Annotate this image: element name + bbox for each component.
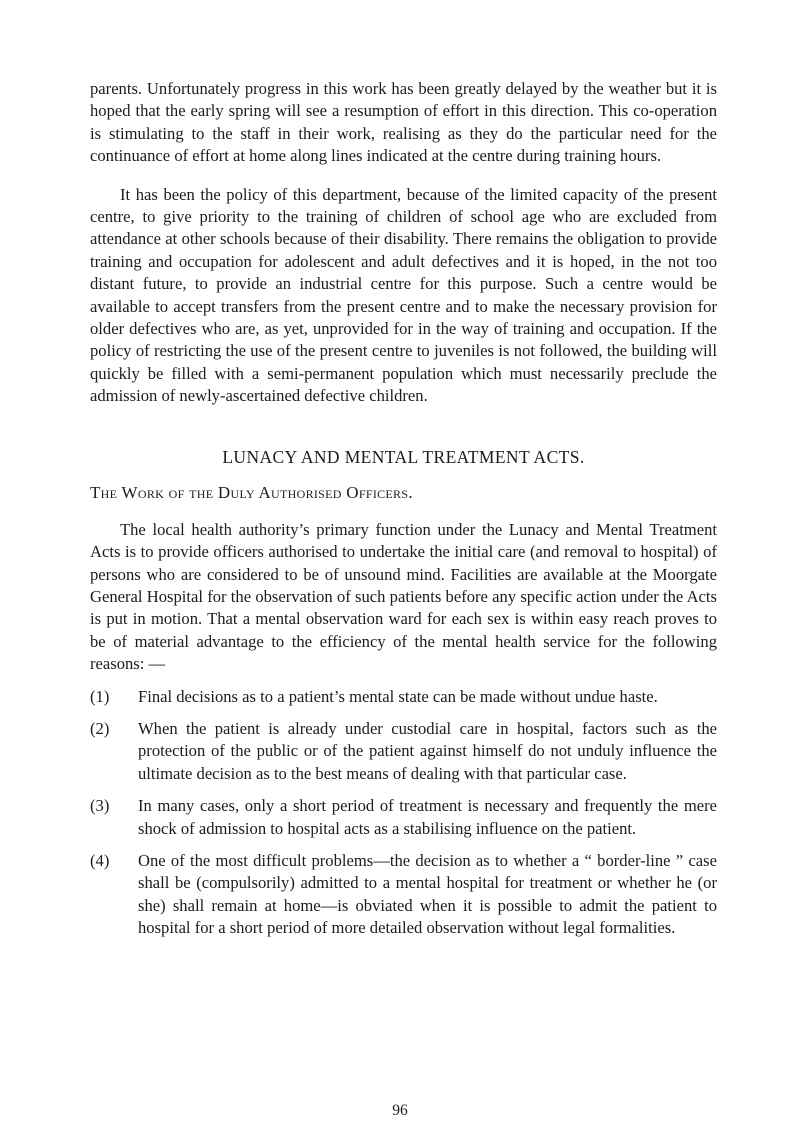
list-item-text: Final decisions as to a patient’s mental state can be made without undue haste.	[138, 686, 658, 706]
list-item	[90, 686, 717, 708]
list-item-text: When the patient is already under custodial care in hospital, factors such as the protection of the public or of the patient against himself do not unduly influence the ultimate decision as to the best means of dealing with that particular case.	[138, 718, 717, 783]
list-item-number: (4)	[90, 850, 110, 870]
paragraph-continuation: parents. Unfortunately progress in this work has been greatly delayed by the weather but it is hoped that the early spring will see a resumption of effort in this direction. This co-operation is stimulating to the staff in their work, realising as they do the particular need for the continuance of effort at home along lines indicated at the centre during training hours.	[90, 79, 717, 166]
list-item-number: (2)	[90, 718, 110, 738]
section-heading: LUNACY AND MENTAL TREATMENT ACTS.	[222, 446, 585, 467]
list-item-text: One of the most difficult problems—the decision as to whether a “ border-line ” case shall be (compulsorily) admitted to a mental hospital for treatment or whether he (or she) shall remain at home—is obviated when it is possible to admit the patient to hospital for a short period of more detailed observation without legal formalities.	[138, 850, 717, 938]
list-item	[90, 850, 717, 940]
list-item-text: In many cases, only a short period of treatment is necessary and frequently the mere shock of admission to hospital acts as a stabilising influence on the patient.	[138, 796, 717, 838]
paragraph-intro: The local health authority’s primary function under the Lunacy and Mental Treatment Acts is to provide officers authorised to undertake the initial care (and removal to hospital) of persons who are considered to be of unsound mind. Facilities are available at the Moorgate General Hospital for the observation of such patients before any specific action under the Acts is put in motion. That a mental observation ward for each sex is within easy reach proves to be of material advantage to the efficiency of the mental health service for the following reasons: —	[90, 519, 717, 674]
list-item-number: (1)	[90, 686, 110, 706]
section-subheading: The Work of the Duly Authorised Officers.	[90, 482, 413, 502]
page-number: 96	[392, 1102, 408, 1119]
list-item	[90, 718, 717, 785]
list-item-number: (3)	[90, 796, 110, 816]
list-item	[90, 795, 717, 840]
document-page	[90, 78, 717, 950]
paragraph-policy: It has been the policy of this department, because of the limited capacity of the present centre, to give priority to the training of children of school age who are excluded from attendance at other schools because of their disability. There remains the obligation to provide training and occupation for adolescent and adult defectives and it is hoped, in the not too distant future, to provide an industrial centre for this purpose. Such a centre would be available to accept transfers from the present centre and to make the necessary provision for older defectives who are, as yet, unprovided for in the way of training and occupation. If the policy of restricting the use of the present centre to juveniles is not followed, the building will quickly be filled with a semi-permanent population which must necessarily preclude the admission of newly-ascertained defective children.	[90, 184, 717, 406]
reasons-list	[90, 686, 717, 940]
